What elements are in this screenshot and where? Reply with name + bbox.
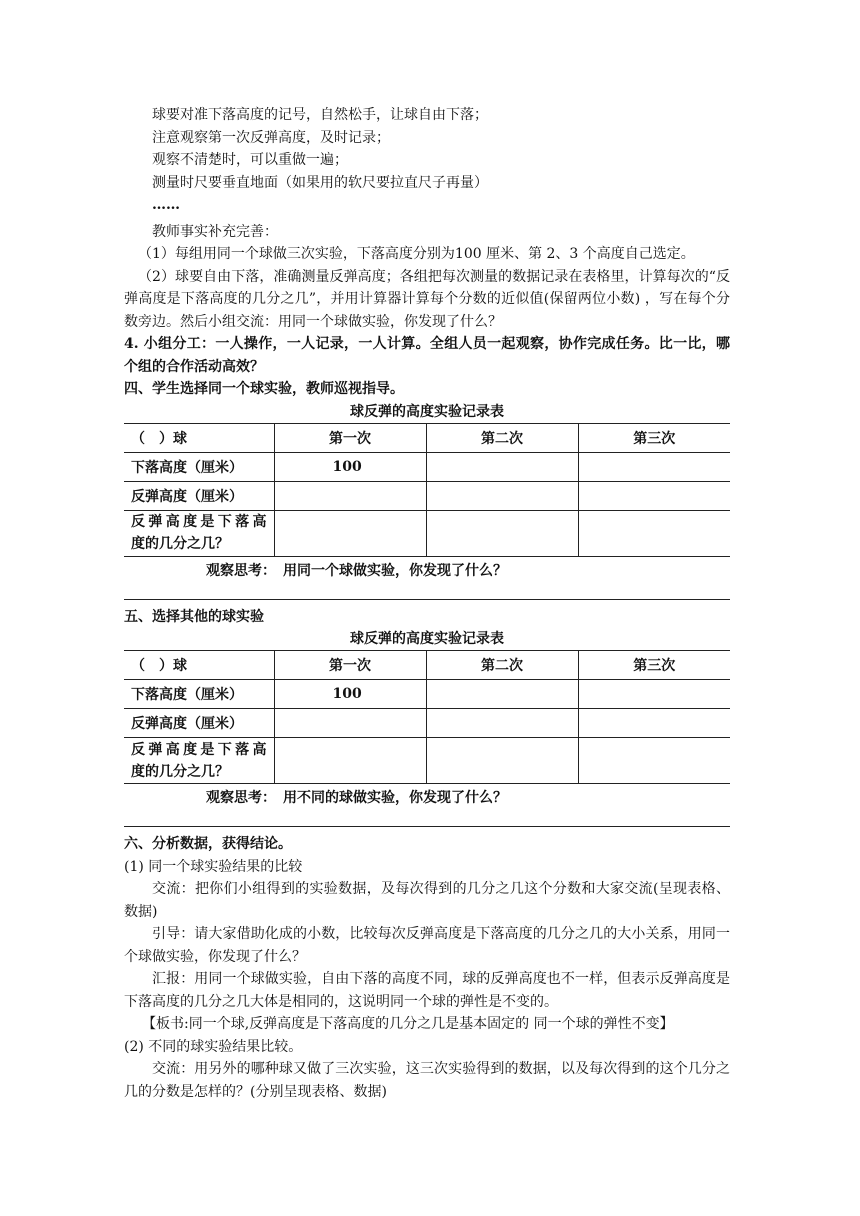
table-cell[interactable] [578, 738, 730, 784]
record-table-2 [124, 650, 730, 784]
intro-line: 观察不清楚时，可以重做一遍； [152, 152, 348, 168]
table-header-row [124, 423, 730, 452]
table-2-caption: 球反弹的高度实验记录表 [350, 631, 504, 647]
table-cell[interactable] [426, 481, 578, 510]
section-5-heading: 五、选择其他的球实验 [124, 608, 264, 625]
section-6-heading: 六、分析数据，获得结论。 [124, 836, 292, 852]
answer-line-1[interactable] [124, 599, 730, 600]
observe-think-2: 观察思考： 用不同的球做实验，你发现了什么？ [206, 790, 507, 806]
table-cell[interactable] [426, 738, 578, 784]
table-cell[interactable] [426, 452, 578, 481]
table-row [124, 481, 730, 510]
table-cell[interactable] [578, 709, 730, 738]
table-header: 第三次 [578, 651, 730, 680]
table-cell[interactable] [578, 510, 730, 556]
item-2: （2）球要自由下落，准确测量反弹高度；各组把每次测量的数据记录在表格里，计算每次的“反弹高度是下落高度的几分之几”，并用计算器计算每个分数的近似值(保留两位小数) ，写在每个分数旁边。然后小组交流：用同一个球做实验，你发现了什么？ [124, 268, 730, 330]
table-row [124, 709, 730, 738]
table-cell[interactable] [274, 510, 426, 556]
section-4-heading: 四、学生选择同一个球实验，教师巡视指导。 [124, 381, 404, 397]
step-4 [124, 333, 730, 378]
row-label-line: 反弹高度是下落高 [131, 514, 267, 530]
answer-line-2[interactable] [124, 826, 730, 827]
intro-line: 注意观察第一次反弹高度，及时记录； [152, 129, 390, 146]
row-label [124, 738, 274, 784]
table-cell[interactable] [578, 452, 730, 481]
row-label-line: 反弹高度是下落高 [131, 741, 267, 758]
board-note: 【板书:同一个球,反弹高度是下落高度的几分之几是基本固定的 同一个球的弹性不变】 [142, 1016, 674, 1032]
table-row [124, 680, 730, 709]
paragraph-report: 汇报：用同一个球做实验，自由下落的高度不同，球的反弹高度也不一样，但表示反弹高度是下落高度的几分之几大体是相同的，这说明同一个球的弹性是不变的。 [124, 971, 730, 1010]
row-label [124, 510, 274, 556]
document-page [124, 104, 730, 1103]
row-label: 下落高度（厘米） [124, 680, 274, 709]
observe-think-1: 观察思考： 用同一个球做实验，你发现了什么？ [206, 562, 507, 579]
table-header: （ ）球 [124, 423, 274, 452]
table-header: 第一次 [274, 651, 426, 680]
row-label: 反弹高度（厘米） [124, 709, 274, 738]
table-cell[interactable] [274, 709, 426, 738]
table-cell[interactable] [274, 481, 426, 510]
table-row [124, 738, 730, 784]
table-row [124, 452, 730, 481]
step-4-text: 4. 小组分工：一人操作，一人记录，一人计算。全组人员一起观察，协作完成任务。比一比，哪个组的合作活动高效？ [124, 336, 730, 375]
table-row [124, 510, 730, 556]
paragraph-guide: 引导：请大家借助化成的小数，比较每次反弹高度是下落高度的几分之几的大小关系，用同一个球做实验，你发现了什么？ [124, 926, 730, 965]
row-label: 反弹高度（厘米） [124, 481, 274, 510]
table-cell[interactable] [426, 510, 578, 556]
table-header: 第二次 [426, 651, 578, 680]
ellipsis: …… [152, 197, 180, 213]
subsection-2: (2) 不同的球实验结果比较。 [124, 1038, 303, 1055]
table-header: 第三次 [578, 423, 730, 452]
item-1: （1）每组用同一个球做三次实验，下落高度分别为100 厘米、第 2、3 个高度自己选定。 [138, 246, 695, 262]
row-label-line: 度的几分之几？ [131, 763, 229, 780]
table-cell[interactable]: 100 [274, 680, 426, 709]
intro-line: 球要对准下落高度的记号，自然松手，让球自由下落； [152, 107, 488, 123]
table-cell[interactable] [578, 680, 730, 709]
paragraph-exchange-2: 交流：用另外的哪种球又做了三次实验，这三次实验得到的数据，以及每次得到的这个几分之几的分数是怎样的？(分别呈现表格、数据) [124, 1061, 730, 1100]
table-header-row [124, 651, 730, 680]
intro-line: 测量时尺要垂直地面（如果用的软尺要拉直尺子再量） [152, 174, 488, 191]
row-label-line: 度的几分之几？ [131, 536, 229, 552]
table-1-caption: 球反弹的高度实验记录表 [350, 403, 504, 420]
table-cell[interactable] [426, 709, 578, 738]
record-table-1 [124, 423, 730, 557]
table-cell[interactable] [274, 738, 426, 784]
row-label: 下落高度（厘米） [124, 452, 274, 481]
table-cell[interactable]: 100 [274, 452, 426, 481]
table-header: （ ）球 [124, 651, 274, 680]
subsection-1: (1) 同一个球实验结果的比较 [124, 858, 303, 875]
table-header: 第一次 [274, 423, 426, 452]
table-cell[interactable] [578, 481, 730, 510]
paragraph-exchange-1: 交流：把你们小组得到的实验数据，及每次得到的几分之几这个分数和大家交流(呈现表格、数据) [124, 881, 730, 920]
table-header: 第二次 [426, 423, 578, 452]
teacher-supplement: 教师事实补充完善： [152, 223, 278, 240]
table-cell[interactable] [426, 680, 578, 709]
